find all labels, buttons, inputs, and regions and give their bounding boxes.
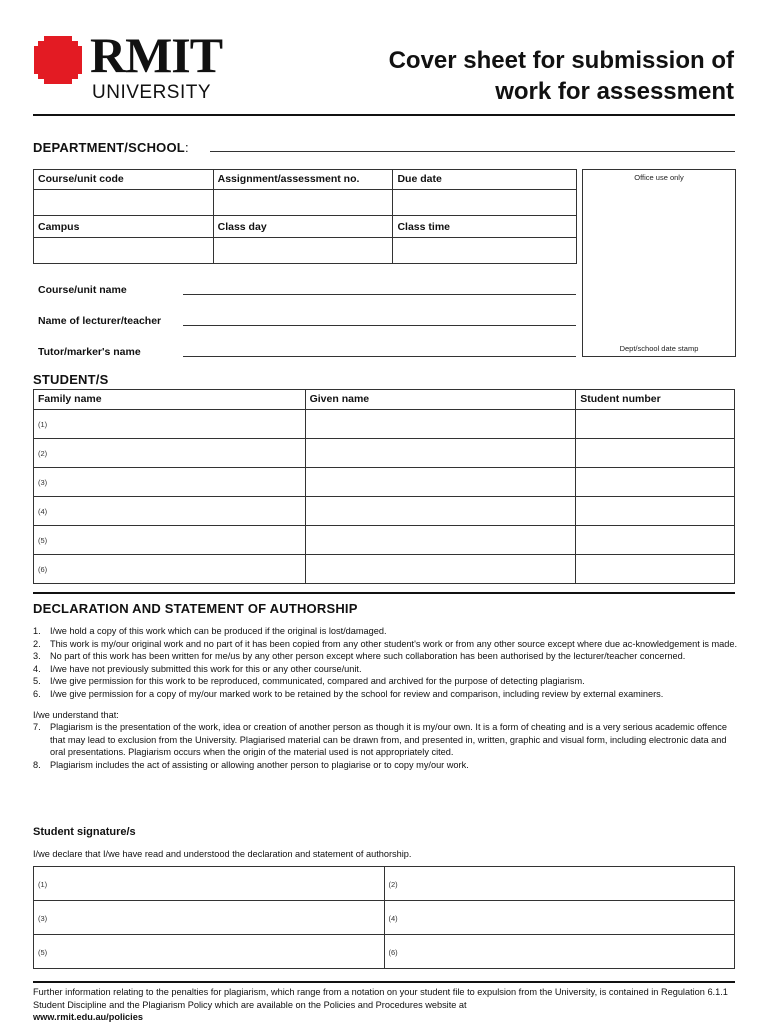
tutor-label: Tutor/marker's name (38, 346, 141, 358)
declaration-item (33, 688, 738, 701)
family-name-field[interactable] (34, 439, 306, 468)
department-field[interactable] (210, 151, 735, 152)
class-time-field[interactable] (393, 238, 577, 264)
assignment-no-label: Assignment/assessment no. (213, 170, 393, 190)
lecturer-field[interactable] (183, 325, 576, 326)
student-number-field[interactable] (576, 555, 735, 584)
footer-text: Further information relating to the penalties for plagiarism, which range from a notation on your student file to expulsion from the University, is contained in Regulation 6.1.1 Student Discipline and the Plagiarism Policy which are available on the Policies and Procedures website at (33, 987, 728, 1010)
course-code-label: Course/unit code (34, 170, 214, 190)
page-title (389, 45, 734, 107)
signature-field-5[interactable] (34, 935, 385, 969)
declaration-item (33, 625, 738, 638)
rmit-logo (34, 36, 82, 84)
signature-number: (4) (388, 913, 398, 923)
family-name-field[interactable] (34, 555, 306, 584)
student-row (34, 526, 735, 555)
policies-link[interactable]: www.rmit.edu.au/policies (33, 1012, 143, 1023)
given-name-field[interactable] (305, 439, 576, 468)
footer-note (33, 986, 738, 1024)
item-text: Plagiarism is the presentation of the work, idea or creation of another person as though it is my/our own. It is a form of cheating and is a very serious academic offence that may lead to exclusion from the University. Plagiarised material can be drawn from, and presented in, written, graphic and visual form, including electronic data and oral presentations. Plagiarism occurs when the origin of the material used is not appropriately cited. (50, 722, 727, 758)
header-divider (33, 114, 735, 116)
lecturer-label: Name of lecturer/teacher (38, 315, 162, 327)
signature-field-2[interactable] (384, 867, 735, 901)
students-table (33, 389, 735, 584)
student-number-header: Student number (576, 390, 735, 410)
student-number-field[interactable] (576, 526, 735, 555)
logo-subtitle: UNIVERSITY (92, 82, 212, 103)
course-code-field[interactable] (34, 190, 214, 216)
row-number: (6) (38, 565, 48, 574)
office-use-box (582, 169, 736, 357)
department-label (33, 140, 189, 155)
item-number: 6. (33, 688, 41, 699)
row-number: (5) (38, 536, 48, 545)
declaration-item (33, 663, 738, 676)
understand-label: I/we understand that: (33, 709, 119, 720)
item-number: 5. (33, 676, 41, 687)
family-name-field[interactable] (34, 526, 306, 555)
department-label-text: DEPARTMENT/SCHOOL (33, 140, 185, 155)
assignment-no-field[interactable] (213, 190, 393, 216)
declaration-list (33, 625, 738, 772)
signature-field-4[interactable] (384, 901, 735, 935)
declaration-item (33, 759, 738, 772)
course-details-table (33, 169, 577, 264)
given-name-field[interactable] (305, 526, 576, 555)
item-number: 7. (33, 722, 41, 733)
item-text: I/we give permission for this work to be reproduced, communicated, compared and archived for the purpose of detecting plagiarism. (50, 676, 585, 687)
declaration-item (33, 675, 738, 688)
class-day-field[interactable] (213, 238, 393, 264)
logo-wordmark: RMIT (90, 27, 223, 83)
student-row (34, 439, 735, 468)
item-text: I/we give permission for a copy of my/our marked work to be retained by the school for review and comparison, including review by external examiners. (50, 688, 664, 699)
office-use-label: Office use only (634, 173, 684, 182)
department-colon: : (184, 140, 189, 155)
due-date-label: Due date (393, 170, 577, 190)
student-row (34, 468, 735, 497)
signature-number: (6) (388, 947, 398, 957)
signature-heading: Student signature/s (33, 826, 136, 838)
signature-field-6[interactable] (384, 935, 735, 969)
campus-field[interactable] (34, 238, 214, 264)
student-number-field[interactable] (576, 468, 735, 497)
signature-table (33, 866, 735, 969)
item-number: 4. (33, 663, 41, 674)
given-name-field[interactable] (305, 410, 576, 439)
declaration-item (33, 638, 738, 651)
item-text: I/we have not previously submitted this work for this or any other course/unit. (50, 663, 362, 674)
campus-label: Campus (34, 216, 214, 238)
declaration-item (33, 650, 738, 663)
given-name-field[interactable] (305, 555, 576, 584)
declaration-divider (33, 592, 735, 594)
item-text: This work is my/our original work and no part of it has been copied from any other student's work or from any other source except where due ac-knowledgement is made. (50, 638, 738, 649)
item-number: 1. (33, 626, 41, 636)
signature-field-3[interactable] (34, 901, 385, 935)
item-number: 2. (33, 638, 41, 649)
item-text: I/we hold a copy of this work which can be produced if the original is lost/damaged. (50, 626, 387, 636)
signature-number: (2) (388, 879, 398, 889)
class-day-label: Class day (213, 216, 393, 238)
students-heading: STUDENT/S (33, 372, 109, 387)
item-text: Plagiarism includes the act of assisting or allowing another person to plagiarise or to copy my/our work. (50, 759, 469, 770)
tutor-field[interactable] (183, 356, 576, 357)
student-number-field[interactable] (576, 410, 735, 439)
row-number: (2) (38, 449, 48, 458)
family-name-field[interactable] (34, 468, 306, 497)
declaration-heading: DECLARATION AND STATEMENT OF AUTHORSHIP (33, 601, 358, 616)
course-name-label: Course/unit name (38, 284, 127, 296)
student-number-field[interactable] (576, 497, 735, 526)
row-number: (4) (38, 507, 48, 516)
date-stamp-label: Dept/school date stamp (619, 344, 699, 353)
item-text: No part of this work has been written for me/us by any other person except where such collaboration has been authorised by the lecturer/teacher concerned. (50, 651, 686, 662)
footer-divider (33, 981, 735, 983)
student-row (34, 410, 735, 439)
signature-field-1[interactable] (34, 867, 385, 901)
given-name-field[interactable] (305, 497, 576, 526)
given-name-header: Given name (305, 390, 576, 410)
family-name-field[interactable] (34, 497, 306, 526)
family-name-header: Family name (34, 390, 306, 410)
row-number: (3) (38, 478, 48, 487)
title-line-1: Cover sheet for submission of (388, 47, 734, 74)
due-date-field[interactable] (393, 190, 577, 216)
signature-number: (1) (38, 879, 48, 889)
item-number: 3. (33, 651, 41, 662)
declaration-item (33, 721, 738, 759)
signature-number: (3) (38, 913, 48, 923)
student-row (34, 497, 735, 526)
student-row (34, 555, 735, 584)
row-number: (1) (38, 420, 48, 429)
title-line-2: work for assessment (495, 78, 734, 105)
signature-number: (5) (38, 947, 48, 957)
given-name-field[interactable] (305, 468, 576, 497)
item-number: 8. (33, 759, 41, 770)
rmit-pixel-icon (34, 36, 82, 84)
course-name-field[interactable] (183, 294, 576, 295)
class-time-label: Class time (393, 216, 577, 238)
family-name-field[interactable] (34, 410, 306, 439)
signature-statement: I/we declare that I/we have read and understood the declaration and statement of authorship. (33, 849, 412, 859)
student-number-field[interactable] (576, 439, 735, 468)
